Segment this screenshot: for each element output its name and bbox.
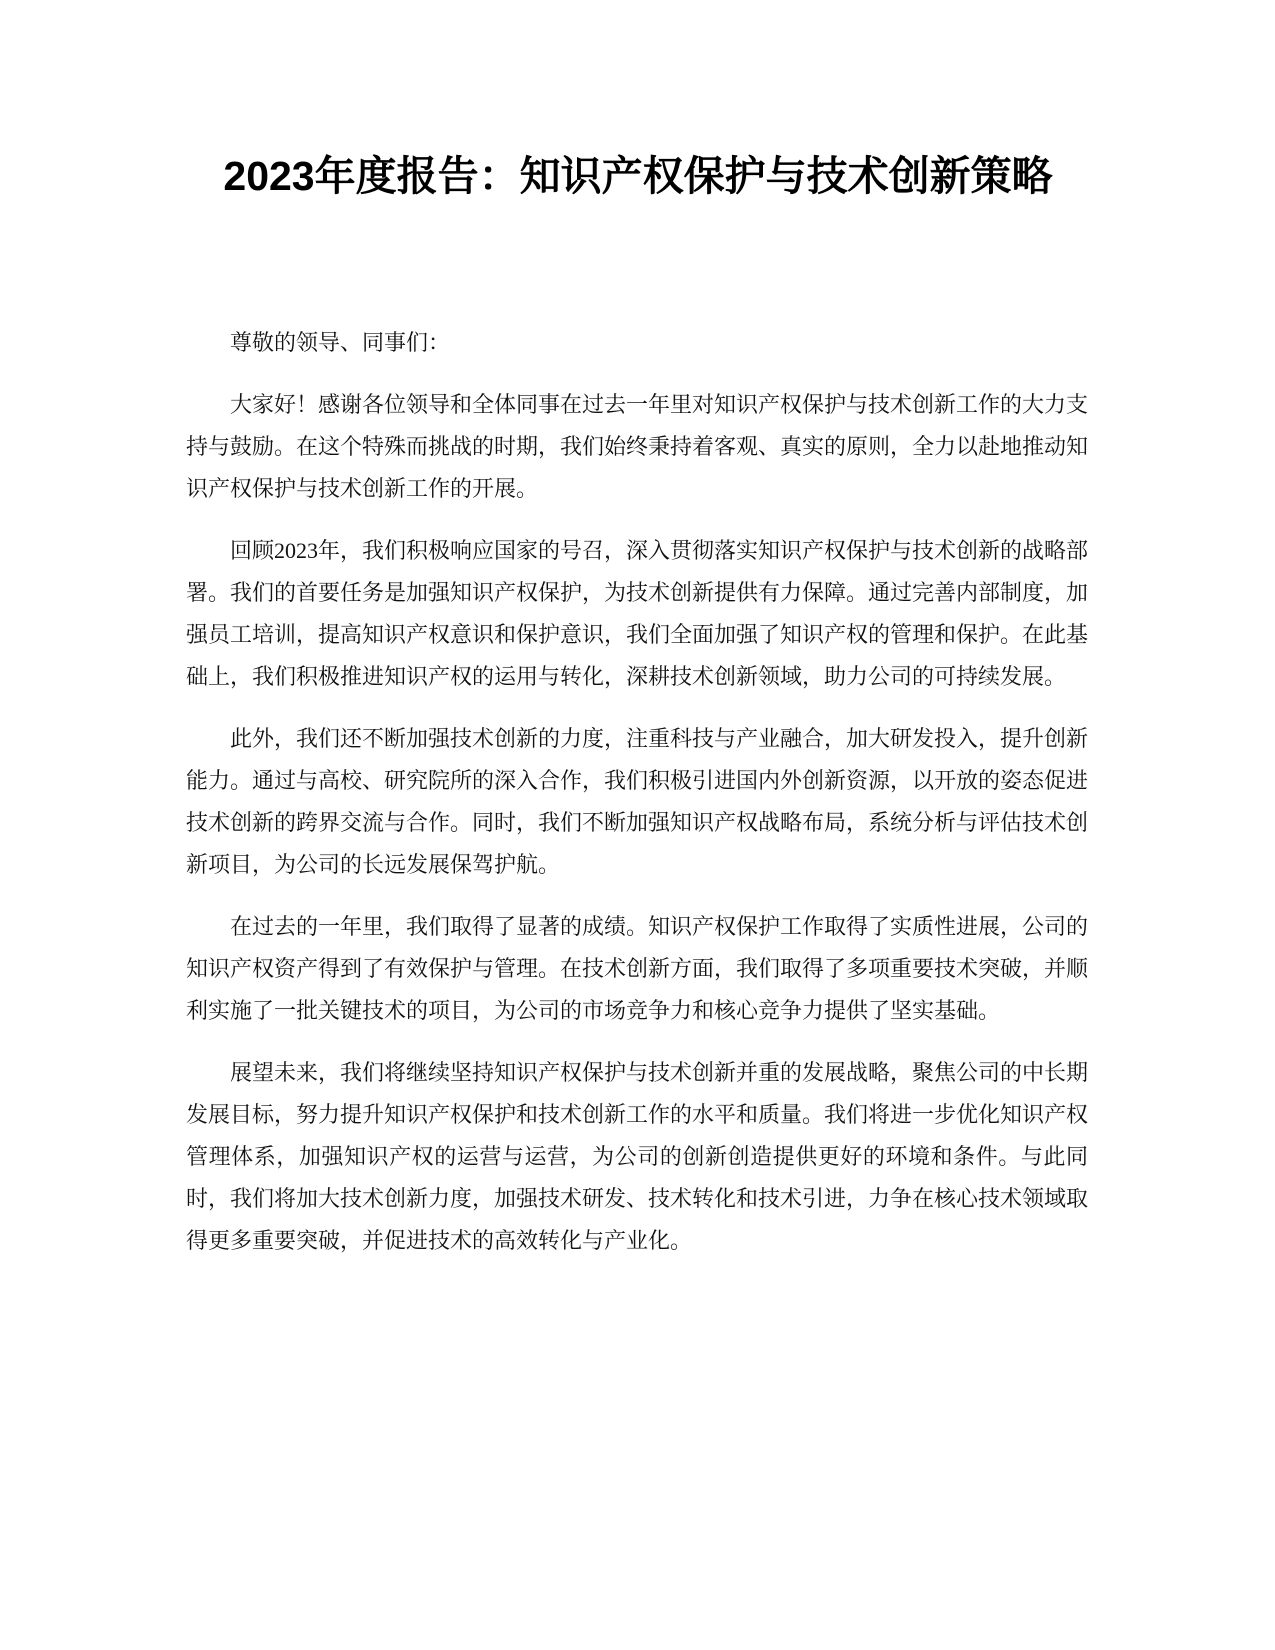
paragraph-outlook: 展望未来，我们将继续坚持知识产权保护与技术创新并重的发展战略，聚焦公司的中长期发展目标，努力提升知识产权保护和技术创新工作的水平和质量。我们将进一步优化知识产权管理体系，加强知识产权的运营与运营，为公司的创新创造提供更好的环境和条件。与此同时，我们将加大技术创新力度，加强技术研发、技术转化和技术引进，力争在核心技术领域取得更多重要突破，并促进技术的高效转化与产业化。 [186, 1060, 1089, 1253]
paragraph-greeting: 大家好！感谢各位领导和全体同事在过去一年里对知识产权保护与技术创新工作的大力支持与鼓励。在这个特殊而挑战的时期，我们始终秉持着客观、真实的原则，全力以赴地推动知识产权保护与技术创新工作的开展。 [186, 392, 1089, 501]
salutation: 尊敬的领导、同事们： [230, 330, 451, 355]
paragraph-achievements: 在过去的一年里，我们取得了显著的成绩。知识产权保护工作取得了实质性进展，公司的知识产权资产得到了有效保护与管理。在技术创新方面，我们取得了多项重要技术突破，并顺利实施了一批关键技术的项目，为公司的市场竞争力和核心竞争力提供了坚实基础。 [186, 914, 1089, 1023]
paragraph-innovation: 此外，我们还不断加强技术创新的力度，注重科技与产业融合，加大研发投入，提升创新能力。通过与高校、研究院所的深入合作，我们积极引进国内外创新资源，以开放的姿态促进技术创新的跨界交流与合作。同时，我们不断加强知识产权战略布局，系统分析与评估技术创新项目，为公司的长远发展保驾护航。 [186, 726, 1089, 877]
paragraph-review: 回顾2023年，我们积极响应国家的号召，深入贯彻落实知识产权保护与技术创新的战略部署。我们的首要任务是加强知识产权保护，为技术创新提供有力保障。通过完善内部制度，加强员工培训，提高知识产权意识和保护意识，我们全面加强了知识产权的管理和保护。在此基础上，我们积极推进知识产权的运用与转化，深耕技术创新领域，助力公司的可持续发展。 [186, 538, 1089, 689]
document-title: 2023年度报告：知识产权保护与技术创新策略 [223, 153, 1053, 199]
document-body [186, 322, 1088, 1282]
